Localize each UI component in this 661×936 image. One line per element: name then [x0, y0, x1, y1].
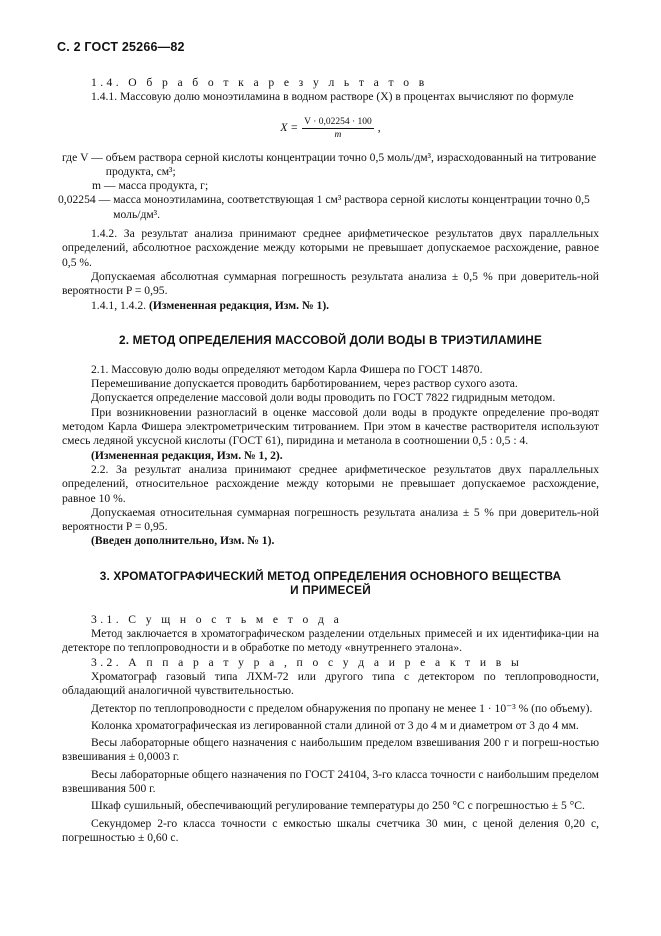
- paragraph-alternative: Допускается определение массовой доли воды проводить по ГОСТ 7822 гидридным методом.: [91, 391, 556, 405]
- paragraph-stopwatch: Секундомер 2-го класса точности с емкостью шкалы счетчика 30 мин, с ценой деления 0,20 с, погрешностью ± 0,60 с.: [62, 816, 599, 844]
- formula-lhs: X =: [280, 121, 299, 135]
- paragraph-1-4-2: 1.4.2. За результат анализа принимают среднее арифметическое результатов двух параллельных определений, абсолютное расхождение между которыми не превышает допускаемое расхождение, равное 0,5 %.: [62, 227, 599, 269]
- amendment-bold: (Измененная редакция, Изм. № 1).: [148, 298, 330, 312]
- amendment-note-3: (Введен дополнительно, Изм. № 1).: [91, 534, 275, 548]
- paragraph-2-2: 2.2. За результат анализа принимают среднее арифметическое результатов двух параллельных определений, относительное расхождение между которыми не превышает допускаемое расхождение, равное 10 %.: [62, 462, 599, 505]
- formula-fraction: [302, 116, 374, 141]
- paragraph-scales-1: Весы лабораторные общего назначения с наибольшим пределом взвешивания 200 г и погреш-ностью взвешивания ± 0,0003 г.: [62, 736, 599, 764]
- paragraph-mixing: Перемешивание допускается проводить барботированием, через раствор сухого азота.: [91, 377, 518, 391]
- paragraph-column: Колонка хроматографическая из легированной стали длиной от 3 до 4 м и диаметром от 3 до 4 мм.: [91, 718, 579, 732]
- paragraph-scales-2: Весы лабораторные общего назначения по ГОСТ 24104, 3-го класса точности с наибольшим пределом взвешивания 500 г.: [62, 767, 599, 795]
- definition-m-label: m —: [92, 179, 116, 193]
- paragraph-error-2: Допускаемая относительная суммарная погрешность результата анализа ± 5 % при доверитель-ной вероятности P = 0,95.: [62, 505, 599, 534]
- definition-m: [62, 179, 599, 193]
- formula-tail: ,: [377, 121, 381, 135]
- section-1-4-title: 1.4. О б р а б о т к а р е з у л ь т а т о в: [91, 76, 428, 89]
- section-2-heading: 2. МЕТОД ОПРЕДЕЛЕНИЯ МАССОВОЙ ДОЛИ ВОДЫ В ТРИЭТИЛАМИНЕ: [119, 332, 542, 347]
- formula-numerator: V · 0,02254 · 100: [304, 117, 372, 128]
- section-3-2-title: 3.2. А п п а р а т у р а , п о с у д а и р е а к т и в ы: [91, 655, 523, 669]
- paragraph-chromatograph: Хроматограф газовый типа ЛХМ-72 или другого типа с детектором по теплопроводности, обладающий аналогичной чувствительностью.: [62, 669, 599, 698]
- formula-denominator: m: [334, 130, 342, 141]
- definition-v: [62, 151, 599, 180]
- paragraph-detector: Детектор по теплопроводности с пределом обнаружения по пропану не менее 1 · 10⁻³ % (по объему).: [91, 701, 593, 715]
- definition-constant-text: масса моноэтиламина, соответствующая 1 см³ раствора серной кислоты концентрации точно 0,5 моль/дм³.: [113, 193, 590, 221]
- paragraph-1-4-1: 1.4.1. Массовую долю моноэтиламина в водном растворе (X) в процентах вычисляют по формуле: [91, 90, 574, 104]
- paragraph-3-1: Метод заключается в хроматографическом разделении отдельных примесей и их идентифика-ции на детекторе по теплопроводности и в обработке по методу «внутреннего эталона».: [62, 627, 599, 655]
- definition-constant-label: 0,02254 —: [58, 193, 111, 207]
- definition-v-label: где V —: [62, 150, 103, 164]
- paragraph-error-1: Допускаемая абсолютная суммарная погрешность результата анализа ± 0,5 % при доверитель-ной вероятности P = 0,95.: [62, 269, 599, 298]
- section-3-heading-line-1: 3. ХРОМАТОГРАФИЧЕСКИЙ МЕТОД ОПРЕДЕЛЕНИЯ ОСНОВНОГО ВЕЩЕСТВА: [99, 568, 562, 583]
- document-body: [58, 76, 599, 845]
- definition-v-text: объем раствора серной кислоты концентрации точно 0,5 моль/дм³, израсходованный на титрование продукта, см³;: [105, 150, 597, 178]
- definition-m-text: масса продукта, г;: [118, 179, 209, 193]
- paragraph-dispute: При возникновении разногласий в оценке массовой доли воды в продукте определение про-водят методом Карла Фишера электрометрическим титрованием. При этом в качестве растворителя используют смесь ледяной уксусной кислоты (ГОСТ 61), пиридина и метанола в соотношении 0,5 : 0,5 : 4.: [62, 405, 599, 448]
- amendment-note-1: [62, 299, 599, 313]
- amendment-note-2: (Измененная редакция, Изм. № 1, 2).: [91, 448, 283, 462]
- paragraph-oven: Шкаф сушильный, обеспечивающий регулирование температуры до 250 °С с погрешностью ± 5 °С.: [91, 799, 585, 813]
- page-header: С. 2 ГОСТ 25266—82: [57, 40, 185, 54]
- section-3-heading-line-2: И ПРИМЕСЕЙ: [290, 582, 371, 597]
- formula: [62, 114, 599, 144]
- amendment-ref: 1.4.1, 1.4.2.: [91, 298, 147, 312]
- definition-constant: [58, 193, 599, 222]
- section-3-1-title: 3.1. С у щ н о с т ь м е т о д а: [91, 612, 343, 626]
- paragraph-2-1: 2.1. Массовую долю воды определяют методом Карла Фишера по ГОСТ 14870.: [91, 362, 483, 376]
